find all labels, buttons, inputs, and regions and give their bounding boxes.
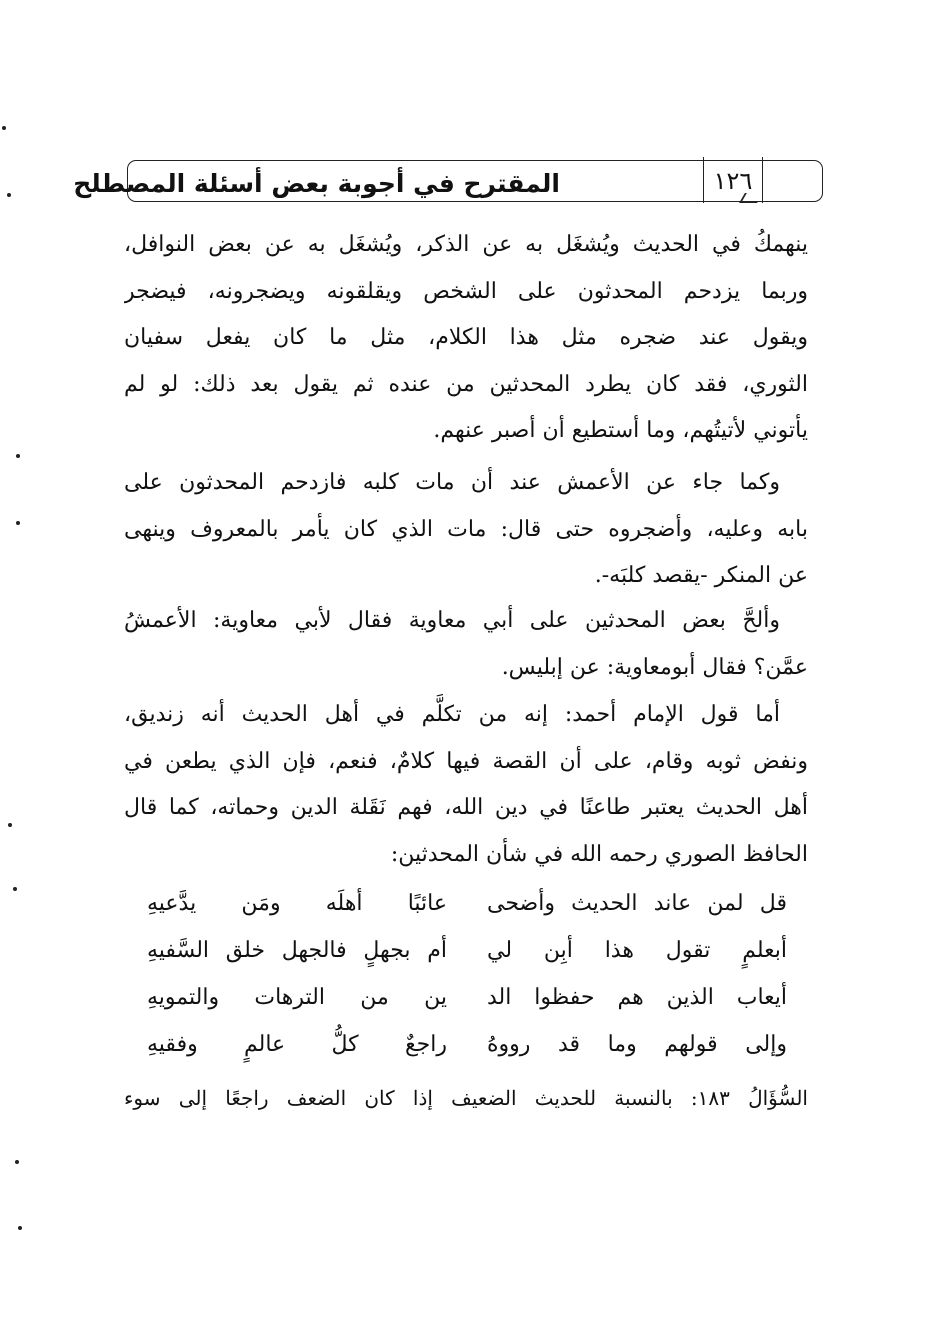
scan-speck — [13, 887, 17, 891]
paragraph-1 — [124, 222, 808, 455]
scan-speck — [7, 193, 11, 197]
text-line: الحافظ الصوري رحمه الله في شأن المحدثين: — [390, 841, 808, 867]
poem-verse — [147, 927, 787, 974]
text-line: وربما يزدحم المحدثون على الشخص ويقلقونه ويضجرونه، فيضجر — [124, 278, 808, 304]
verse-second-half: عائبًا أهلَه ومَن يدَّعيهِ — [147, 891, 447, 916]
text-line: ونفض ثوبه وقام، على أن القصة فيها كلامٌ، فنعم، فإن الذي يطعن في — [124, 748, 808, 774]
paragraph-3 — [124, 598, 808, 691]
text-line: وكما جاء عن الأعمش عند أن مات كلبه فازدحم المحدثون على — [124, 470, 780, 495]
text-line: الثوري، فقد كان يطرد المحدثين من عنده ثم يقول بعد ذلك: لو لم — [124, 371, 808, 397]
text-line: يأتوني لأتيتُهم، وما أستطيع أن أصبر عنهم. — [433, 418, 808, 443]
poem-verse — [147, 1021, 787, 1068]
text-line: أهل الحديث يعتبر طاعنًا في دين الله، فهم نَقَلة الدين وحماته، كما قال — [124, 795, 808, 820]
poem-verse — [147, 974, 787, 1021]
verse-second-half: ين من الترهات والتمويهِ — [147, 985, 447, 1010]
question-line: السُّؤَالُ ١٨٣: بالنسبة للحديث الضعيف إذا كان الضعف راجعًا إلى سوء — [124, 1086, 808, 1110]
paragraph-4 — [124, 692, 808, 878]
verse-second-half: أم بجهلٍ فالجهل خلق السَّفيهِ — [147, 938, 447, 963]
paragraph-2 — [124, 460, 808, 600]
verse-first-half: قل لمن عاند الحديث وأضحى — [487, 891, 787, 916]
scan-speck — [15, 1160, 19, 1164]
scan-speck — [16, 454, 20, 458]
poem-verse — [147, 880, 787, 927]
scan-speck — [16, 521, 20, 525]
verse-first-half: وإلى قولهم وما قد رووهُ — [487, 1032, 787, 1057]
verse-second-half: راجعٌ كلُّ عالمٍ وفقيهِ — [147, 1032, 447, 1057]
page-number: ١٢٦ — [713, 167, 753, 195]
poem — [147, 880, 787, 1068]
scan-speck — [8, 823, 12, 827]
scan-speck — [2, 126, 6, 130]
text-line: ويقول عند ضجره مثل هذا الكلام، مثل ما كان يفعل سفيان — [124, 325, 808, 350]
text-line: بابه وعليه، وأضجروه حتى قال: مات الذي كان يأمر بالمعروف وينهى — [124, 516, 808, 542]
text-line: وألحَّ بعض المحدثين على أبي معاوية فقال لأبي معاوية: الأعمشُ — [124, 608, 780, 633]
running-header-title: المقترح في أجوبة بعض أسئلة المصطلح — [73, 169, 560, 198]
verse-first-half: أبعلمٍ تقول هذا أبِن لي — [487, 938, 787, 963]
text-line: عن المنكر -يقصد كلبَه-. — [594, 563, 808, 588]
scan-speck — [18, 1226, 22, 1230]
text-line: أما قول الإمام أحمد: إنه من تكلَّم في أهل الحديث أنه زنديق، — [124, 702, 780, 727]
text-line: عمَّن؟ فقال أبومعاوية: عن إبليس. — [501, 654, 808, 680]
verse-first-half: أيعاب الذين هم حفظوا الد — [487, 985, 787, 1010]
text-line: ينهمكُ في الحديث ويُشغَل به عن الذكر، ويُشغَل به عن بعض النوافل، — [124, 232, 808, 257]
